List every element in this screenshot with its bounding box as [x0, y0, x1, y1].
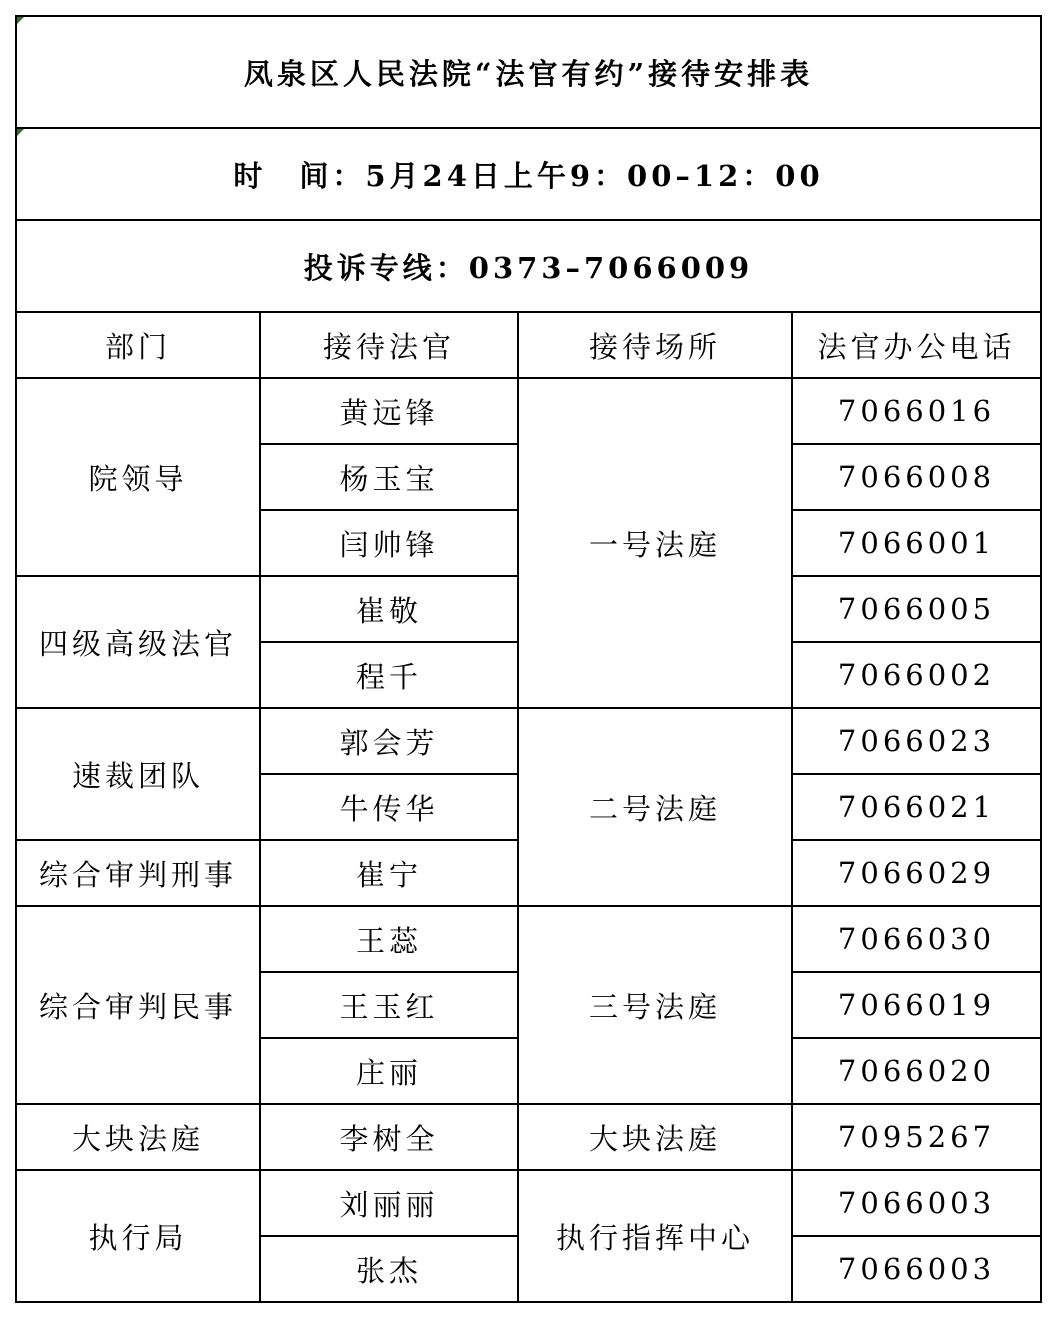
phone-cell: 7066019: [792, 972, 1041, 1038]
judge-cell: 崔敬: [260, 576, 518, 642]
department-cell: 综合审判民事: [16, 906, 260, 1104]
judge-cell: 崔宁: [260, 840, 518, 906]
judge-cell: 王蕊: [260, 906, 518, 972]
table-row: [16, 708, 1041, 774]
phone-cell: 7095267: [792, 1104, 1041, 1170]
venue-cell: 大块法庭: [518, 1104, 792, 1170]
department-cell: 综合审判刑事: [16, 840, 260, 906]
phone-cell: 7066008: [792, 444, 1041, 510]
phone-cell: 7066005: [792, 576, 1041, 642]
phone-cell: 7066001: [792, 510, 1041, 576]
department-cell: 速裁团队: [16, 708, 260, 840]
judge-cell: 杨玉宝: [260, 444, 518, 510]
phone-cell: 7066002: [792, 642, 1041, 708]
judge-cell: 郭会芳: [260, 708, 518, 774]
phone-cell: 7066020: [792, 1038, 1041, 1104]
phone-cell: 7066029: [792, 840, 1041, 906]
department-cell: 大块法庭: [16, 1104, 260, 1170]
venue-cell: 三号法庭: [518, 906, 792, 1104]
judge-cell: 庄丽: [260, 1038, 518, 1104]
judge-cell: 张杰: [260, 1236, 518, 1302]
phone-cell: 7066023: [792, 708, 1041, 774]
judge-cell: 李树全: [260, 1104, 518, 1170]
page-title: [16, 16, 1041, 128]
time-info-text: 时 间：5月24日上午9：00–12：00: [233, 158, 824, 193]
time-info: [16, 128, 1041, 220]
cell-note-marker: [17, 129, 24, 136]
table-row: [16, 378, 1041, 444]
header-department: 部门: [16, 312, 260, 378]
judge-cell: 王玉红: [260, 972, 518, 1038]
table-row: [16, 1104, 1041, 1170]
phone-cell: 7066030: [792, 906, 1041, 972]
phone-cell: 7066003: [792, 1236, 1041, 1302]
department-cell: 四级高级法官: [16, 576, 260, 708]
table-row: [16, 906, 1041, 972]
judge-cell: 闫帅锋: [260, 510, 518, 576]
complaint-hotline: 投诉专线：0373–7066009: [16, 220, 1041, 312]
judge-cell: 牛传华: [260, 774, 518, 840]
venue-cell: 一号法庭: [518, 378, 792, 708]
phone-cell: 7066003: [792, 1170, 1041, 1236]
schedule-sheet: [15, 15, 1041, 1304]
page-title-text: 凤泉区人民法院“法官有约”接待安排表: [243, 56, 814, 91]
venue-cell: 二号法庭: [518, 708, 792, 906]
header-venue: 接待场所: [518, 312, 792, 378]
department-cell: 院领导: [16, 378, 260, 576]
cell-note-marker: [17, 17, 24, 24]
table-row: [16, 1170, 1041, 1236]
judge-cell: 刘丽丽: [260, 1170, 518, 1236]
judge-cell: 程千: [260, 642, 518, 708]
header-phone: 法官办公电话: [792, 312, 1041, 378]
phone-cell: 7066021: [792, 774, 1041, 840]
header-judge: 接待法官: [260, 312, 518, 378]
judge-cell: 黄远锋: [260, 378, 518, 444]
venue-cell: 执行指挥中心: [518, 1170, 792, 1302]
department-cell: 执行局: [16, 1170, 260, 1302]
reception-schedule-table: [15, 15, 1042, 1303]
phone-cell: 7066016: [792, 378, 1041, 444]
